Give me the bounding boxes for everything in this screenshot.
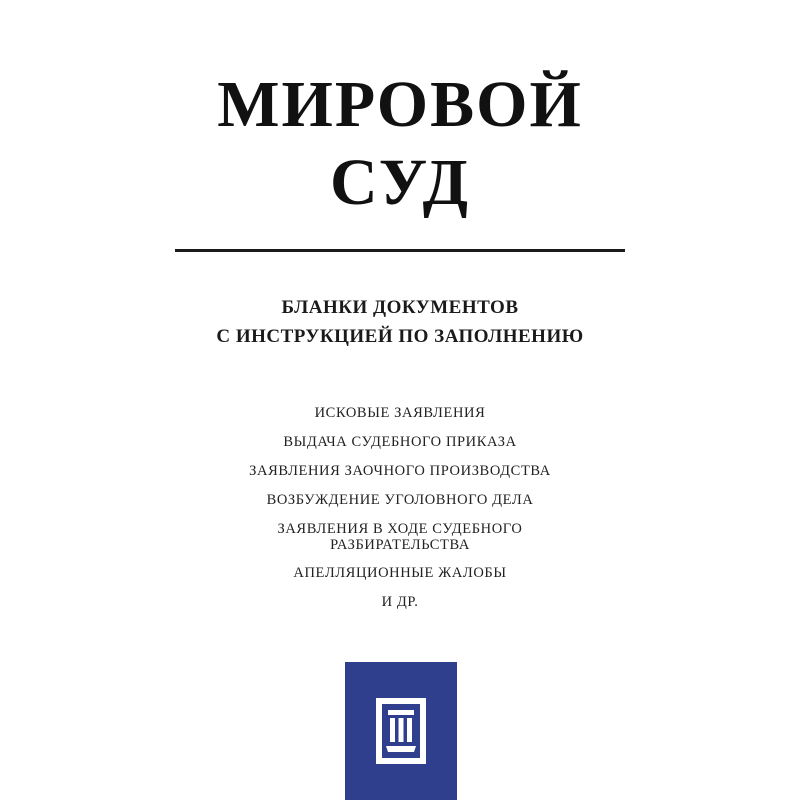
topic-item-line-1: ЗАЯВЛЕНИЯ В ХОДЕ СУДЕБНОГО: [277, 521, 523, 537]
subtitle-line-1: БЛАНКИ ДОКУМЕНТОВ: [281, 297, 519, 318]
book-title-line-1: МИРОВОЙ: [217, 68, 583, 141]
book-title-line-2: СУД: [330, 146, 470, 219]
topics-list: [0, 405, 800, 623]
topic-item: ИСКОВЫЕ ЗАЯВЛЕНИЯ: [314, 405, 486, 421]
publisher-logo-block: [345, 662, 457, 800]
publisher-logo-icon: [374, 696, 428, 766]
topic-item: [0, 521, 800, 553]
topic-item: ВОЗБУЖДЕНИЕ УГОЛОВНОГО ДЕЛА: [266, 492, 534, 508]
topic-item: И ДР.: [381, 594, 419, 610]
subtitle-line-2: С ИНСТРУКЦИЕЙ ПО ЗАПОЛНЕНИЮ: [216, 326, 584, 347]
title-divider: [175, 249, 625, 252]
topic-item: ЗАЯВЛЕНИЯ ЗАОЧНОГО ПРОИЗВОДСТВА: [249, 463, 551, 479]
topic-item: АПЕЛЛЯЦИОННЫЕ ЖАЛОБЫ: [293, 565, 507, 581]
topic-item-line-2: РАЗБИРАТЕЛЬСТВА: [330, 537, 470, 553]
topic-item: ВЫДАЧА СУДЕБНОГО ПРИКАЗА: [283, 434, 517, 450]
